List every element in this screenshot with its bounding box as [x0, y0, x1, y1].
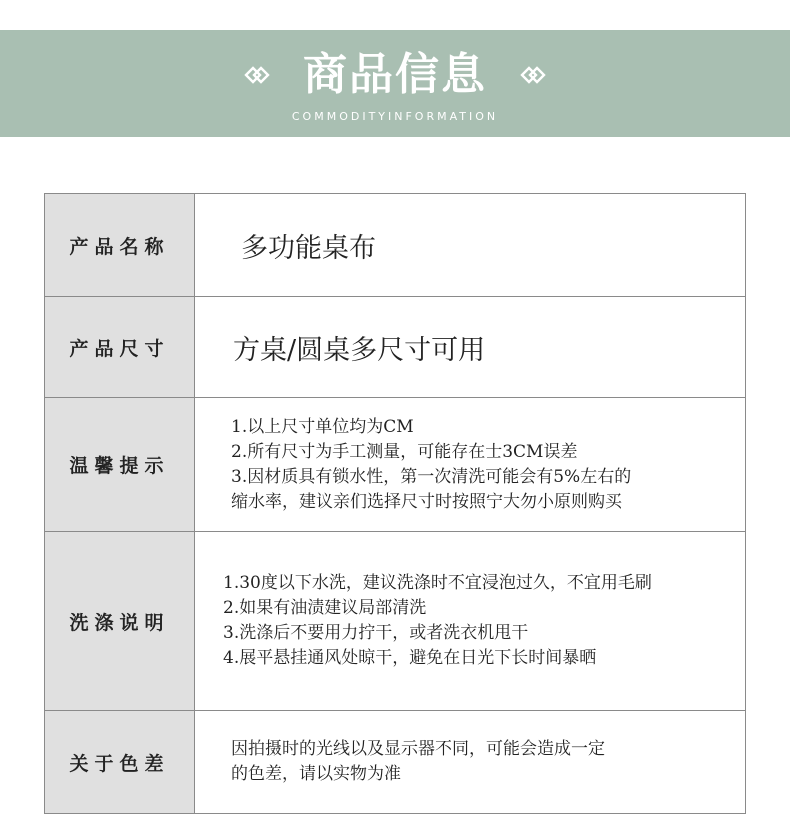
row-label: 产品名称 [45, 194, 195, 297]
row-label: 洗涤说明 [45, 532, 195, 711]
product-name: 多功能桌布 [241, 232, 376, 264]
row-value [195, 194, 746, 297]
row-value [195, 711, 746, 814]
row-label: 关于色差 [45, 711, 195, 814]
table-row [45, 297, 746, 398]
color-note [195, 737, 745, 787]
row-value [195, 297, 746, 398]
list-item: 2.如果有油渍建议局部清洗 [223, 598, 427, 618]
list-item: 3.洗涤后不要用力拧干，或者洗衣机甩干 [223, 623, 529, 643]
section-title: 商品信息 [303, 49, 487, 100]
wash-list [195, 571, 745, 671]
row-label: 产品尺寸 [45, 297, 195, 398]
list-item: 2.所有尺寸为手工测量，可能存在士3CM误差 [231, 441, 578, 462]
list-item: 4.展平悬挂通风处晾干，避免在日光下长时间暴晒 [223, 648, 597, 668]
tips-list [195, 415, 745, 515]
table-row [45, 398, 746, 532]
table-row [45, 532, 746, 711]
diamond-ornament-icon [518, 62, 552, 88]
row-label: 温馨提示 [45, 398, 195, 532]
product-size: 方桌/圆桌多尺寸可用 [233, 334, 486, 366]
row-value [195, 532, 746, 711]
product-info-table [44, 193, 746, 814]
row-value [195, 398, 746, 532]
list-item: 3.因材质具有锁水性，第一次清洗可能会有5%左右的 [231, 466, 632, 487]
table-row [45, 711, 746, 814]
list-item: 1.30度以下水洗，建议洗涤时不宜浸泡过久，不宜用毛刷 [223, 573, 652, 593]
table-row [45, 194, 746, 297]
list-item: 1.以上尺寸单位均为CM [231, 416, 414, 437]
list-item: 的色差，请以实物为准 [231, 764, 401, 784]
section-subtitle: COMMODITYINFORMATION [291, 110, 499, 123]
list-item: 因拍摄时的光线以及显示器不同，可能会造成一定 [231, 739, 605, 759]
list-item: 缩水率，建议亲们选择尺寸时按照宁大勿小原则购买 [231, 491, 622, 512]
